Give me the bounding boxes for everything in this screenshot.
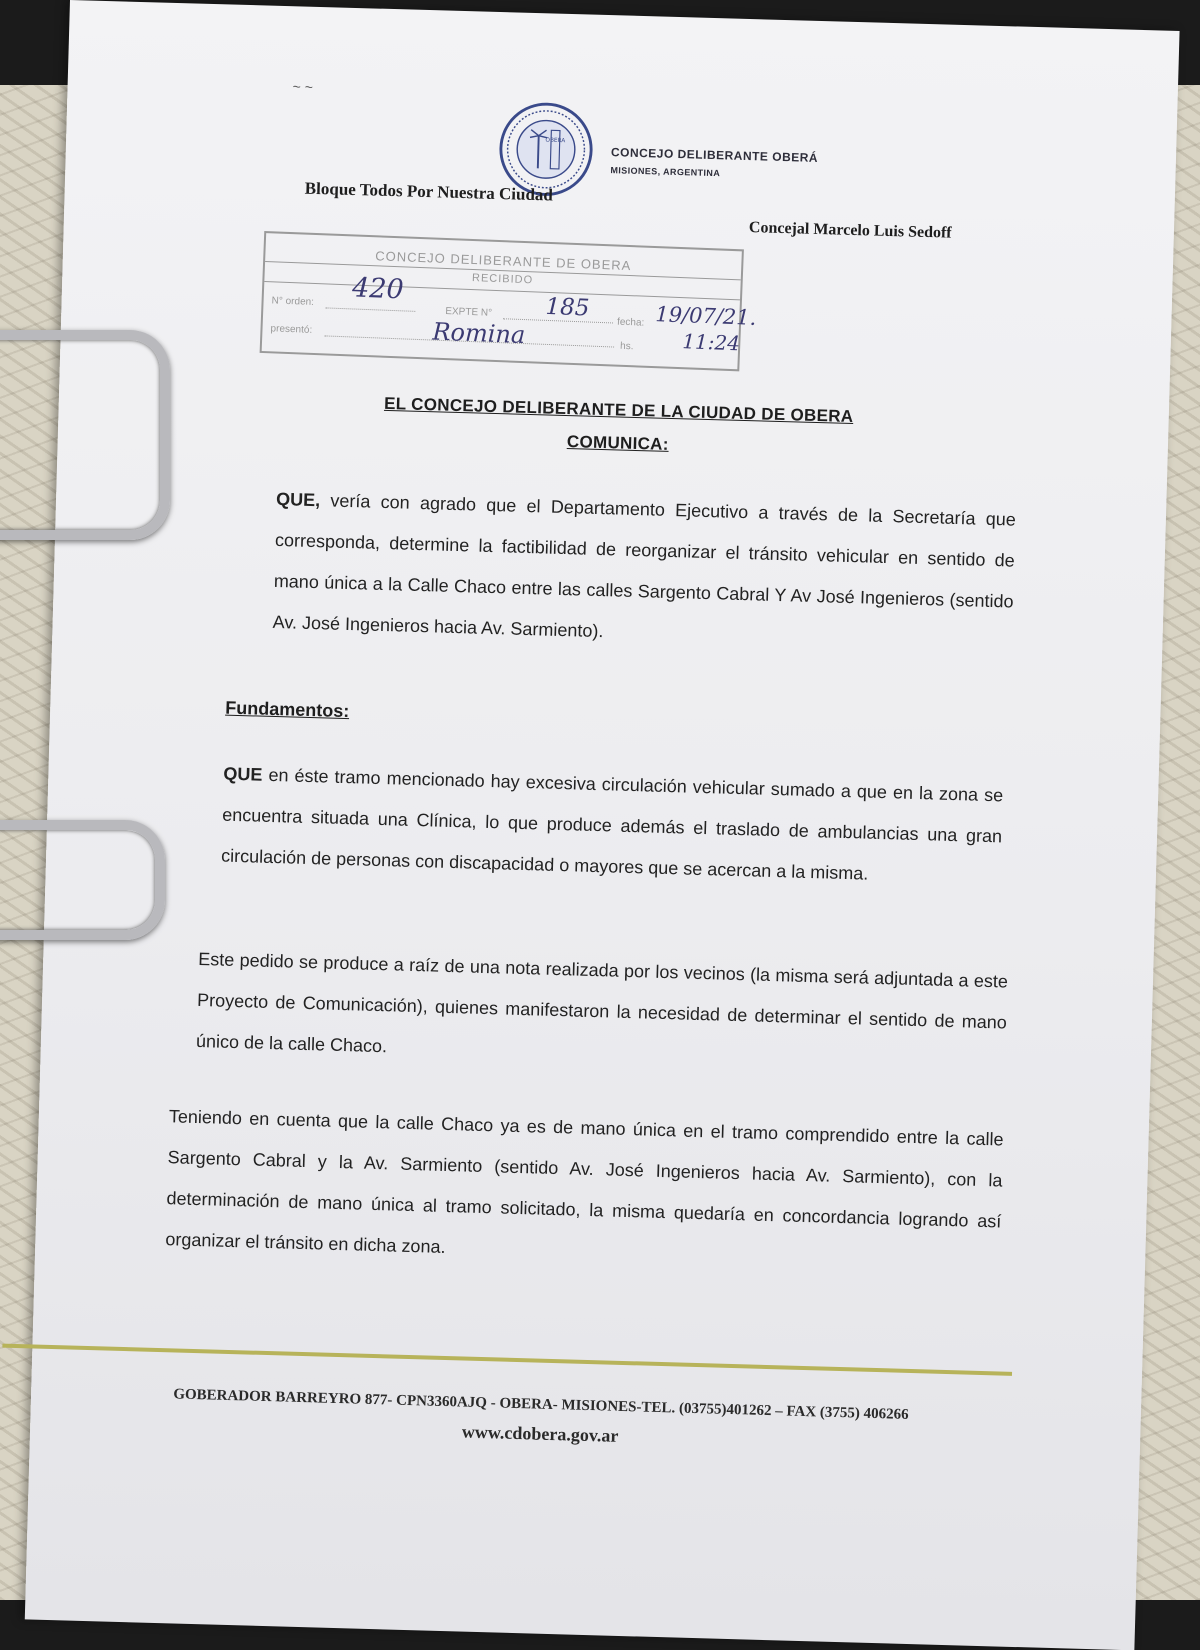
paragraph-teniendo: Teniendo en cuenta que la calle Chaco ya es de mano única en el tramo comprendido entre la calle Sargento Cabral y la Av. Sarmiento (sentido Av. José Ingenieros hacia Av. Sarmiento), con la determinación de mano única al tramo solicitado, la misma quedaría en concordancia logrando así organizar el tránsito en dicha zona.	[165, 1106, 1004, 1257]
paragraph-pedido: Este pedido se produce a raíz de una nota realizada por los vecinos (la misma será adjuntada a este Proyecto de Comunicación), quienes manifestaron la necesidad de determinar el sentido de mano único de la calle Chaco.	[195, 948, 1009, 1057]
document-content	[86, 2, 1129, 1589]
heading-comunica: COMUNICA:	[566, 432, 670, 454]
concejal-label: Concejal Marcelo Luis Sedoff	[748, 219, 952, 242]
pencil-mark: ~ ~	[292, 78, 314, 95]
org-place: MISIONES, ARGENTINA	[610, 165, 721, 179]
handwritten-expte: 185	[545, 293, 590, 322]
stamp-title: CONCEJO DELIBERANTE DE OBERA	[374, 248, 632, 274]
stamp-subtitle: RECIBIDO	[471, 272, 534, 287]
stamp-label-hs: hs.	[619, 340, 634, 353]
binder-ring-icon	[0, 820, 165, 940]
received-stamp	[260, 231, 757, 371]
que-1-lead: QUE,	[275, 488, 321, 511]
stamp-label-orden: N° orden:	[271, 295, 315, 308]
handwritten-presento: Romina	[432, 317, 526, 350]
seal-text: OBERA	[545, 137, 566, 145]
que-2-text: en éste tramo mencionado hay excesiva circulación vehicular sumado a que en la zona se encuentra situada una Clínica, lo que produce además el traslado de ambulancias una gran circulación de personas con discapacidad o mayores que se acercan a la misma.	[220, 764, 1004, 884]
footer-website: www.cdobera.gov.ar	[461, 1421, 619, 1446]
stamp-dotted-line	[325, 307, 415, 311]
bloque-label: Bloque Todos Por Nuestra Ciudad	[304, 178, 554, 205]
footer-rule	[2, 1344, 1012, 1376]
binder-ring-icon	[0, 330, 170, 540]
footer-address: GOBERADOR BARREYRO 877- CPN3360AJQ - OBERA- MISIONES-TEL. (03755)401262 – FAX (3755) 406266	[173, 1386, 909, 1423]
paragraph-que-1	[272, 479, 1016, 664]
que-1-text: vería con agrado que el Departamento Ejecutivo a través de la Secretaría que corresponda, determine la factibilidad de reorganizar el tránsito vehicular en sentido de mano única a la Calle Chaco entre las calles Sargento Cabral Y Av José Ingenieros (sentido Av. José Ingenieros hacia Av. Sarmiento).	[272, 490, 1017, 642]
stamp-label-expte: EXPTE N°	[445, 306, 493, 319]
handwritten-fecha: 19/07/21.	[654, 302, 757, 330]
stamp-label-fecha: fecha:	[616, 316, 645, 329]
handwritten-orden: 420	[351, 272, 405, 306]
fundamentos-heading: Fundamentos:	[225, 697, 350, 722]
document-page	[25, 0, 1180, 1650]
que-2-lead: QUE	[223, 763, 263, 785]
org-block	[610, 145, 818, 181]
heading-concejo: EL CONCEJO DELIBERANTE DE LA CIUDAD DE OBERA	[383, 393, 854, 427]
org-name: CONCEJO DELIBERANTE OBERÁ	[610, 145, 819, 165]
stamp-label-presento: presentó:	[270, 323, 313, 336]
paragraph-que-2	[221, 754, 1004, 899]
handwritten-hs: 11:24	[681, 329, 741, 356]
